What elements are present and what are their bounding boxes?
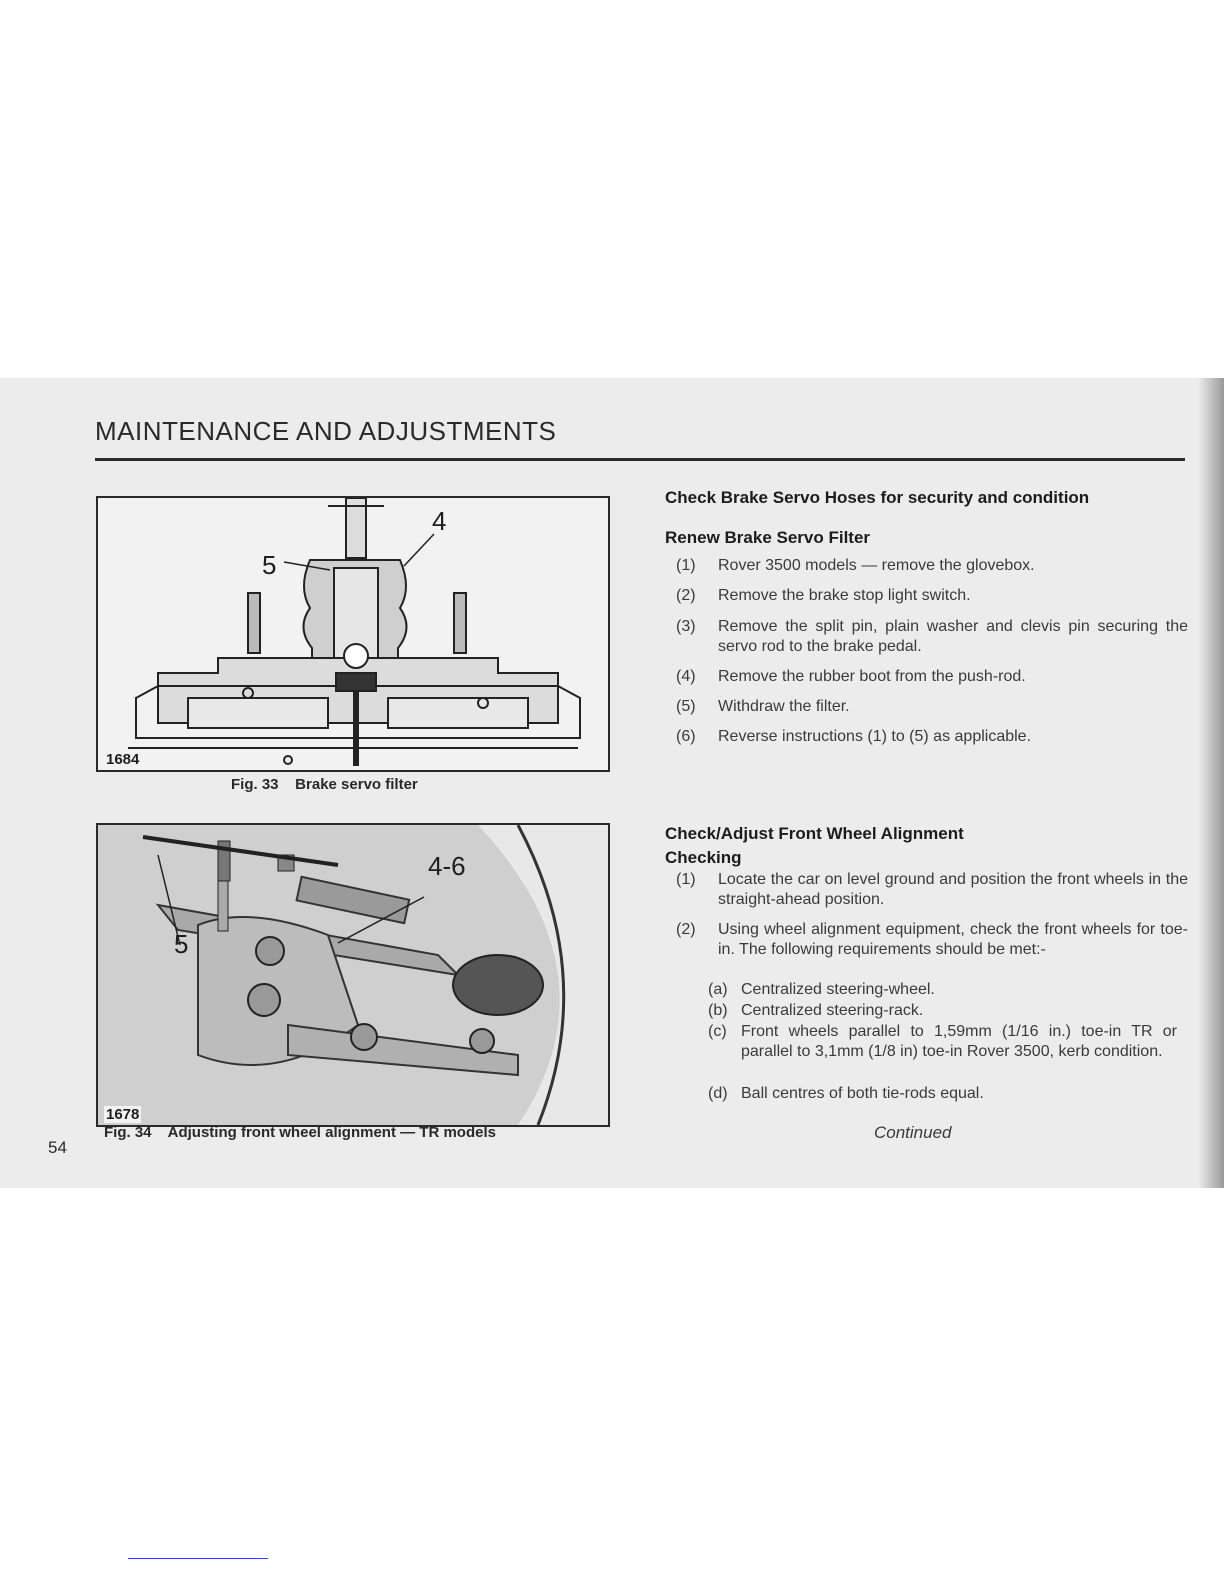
page-header-title: MAINTENANCE AND ADJUSTMENTS [95, 416, 557, 446]
figure-33-caption: Fig. 33 Brake servo filter [231, 776, 418, 793]
page-edge-shadow [1198, 378, 1224, 1188]
section-heading-filter: Renew Brake Servo Filter [665, 528, 871, 547]
manual-page: MAINTENANCE AND ADJUSTMENTS 5 4 1684 Fig. 33 Brake servo filter 4-6 5 1678 Fig. 34 Adjusting front wheel alignment — TR models 54 Check Brake Servo Hoses for security and condition Renew Brake Servo Filter (1) Rover 3500 models — remove the glovebox. (2) Remove the brake stop light switch. (3) Remove the split pin, plain washer and clevis pin securing the servo rod to the brake pedal. (4) Remove the rubber boot from the push-rod. (5) Withdraw the filter. (6) Reverse instructions (1) to (5) as applicable. Check/Adjust Front Wheel Alignment Checking (1) Locate the car on level ground and position the front wheels in the straight-ahead position. (2) Using wheel alignment equipment, check the front wheels for toe-in. The following requirements should be met:- (a) Centralized steering-wheel. (b) Centralized steering-rack. (c) Front wheels parallel to 1,59mm (1/16 in.) toe-in TR or parallel to 3,1mm (1/8 in) toe-in Rover 3500, kerb condition. (d) Ball centres of both tie-rods equal. Continued [0, 378, 1224, 1188]
section-heading-alignment: Check/Adjust Front Wheel Alignment [665, 824, 964, 843]
footnote-rule [128, 1558, 268, 1559]
figure-33-number: 1684 [106, 751, 140, 768]
callout-4-6: 4-6 [428, 851, 466, 881]
figure-34-caption: Fig. 34 Adjusting front wheel alignment — TR models [104, 1124, 496, 1141]
callout-5: 5 [262, 550, 277, 580]
callout-5: 5 [174, 929, 189, 959]
figure-33-illustration [96, 496, 610, 772]
header-rule [95, 458, 1185, 461]
callout-4: 4 [432, 506, 447, 536]
section-heading-hoses: Check Brake Servo Hoses for security and condition [665, 488, 1090, 507]
subheading-checking: Checking [665, 848, 742, 867]
brake-servo-drawing [98, 498, 608, 770]
continued-note: Continued [874, 1123, 952, 1142]
figure-34-photo [96, 823, 610, 1127]
page-number: 54 [48, 1138, 67, 1157]
figure-34-number: 1678 [106, 1106, 140, 1123]
wheel-alignment-photo [98, 825, 608, 1125]
